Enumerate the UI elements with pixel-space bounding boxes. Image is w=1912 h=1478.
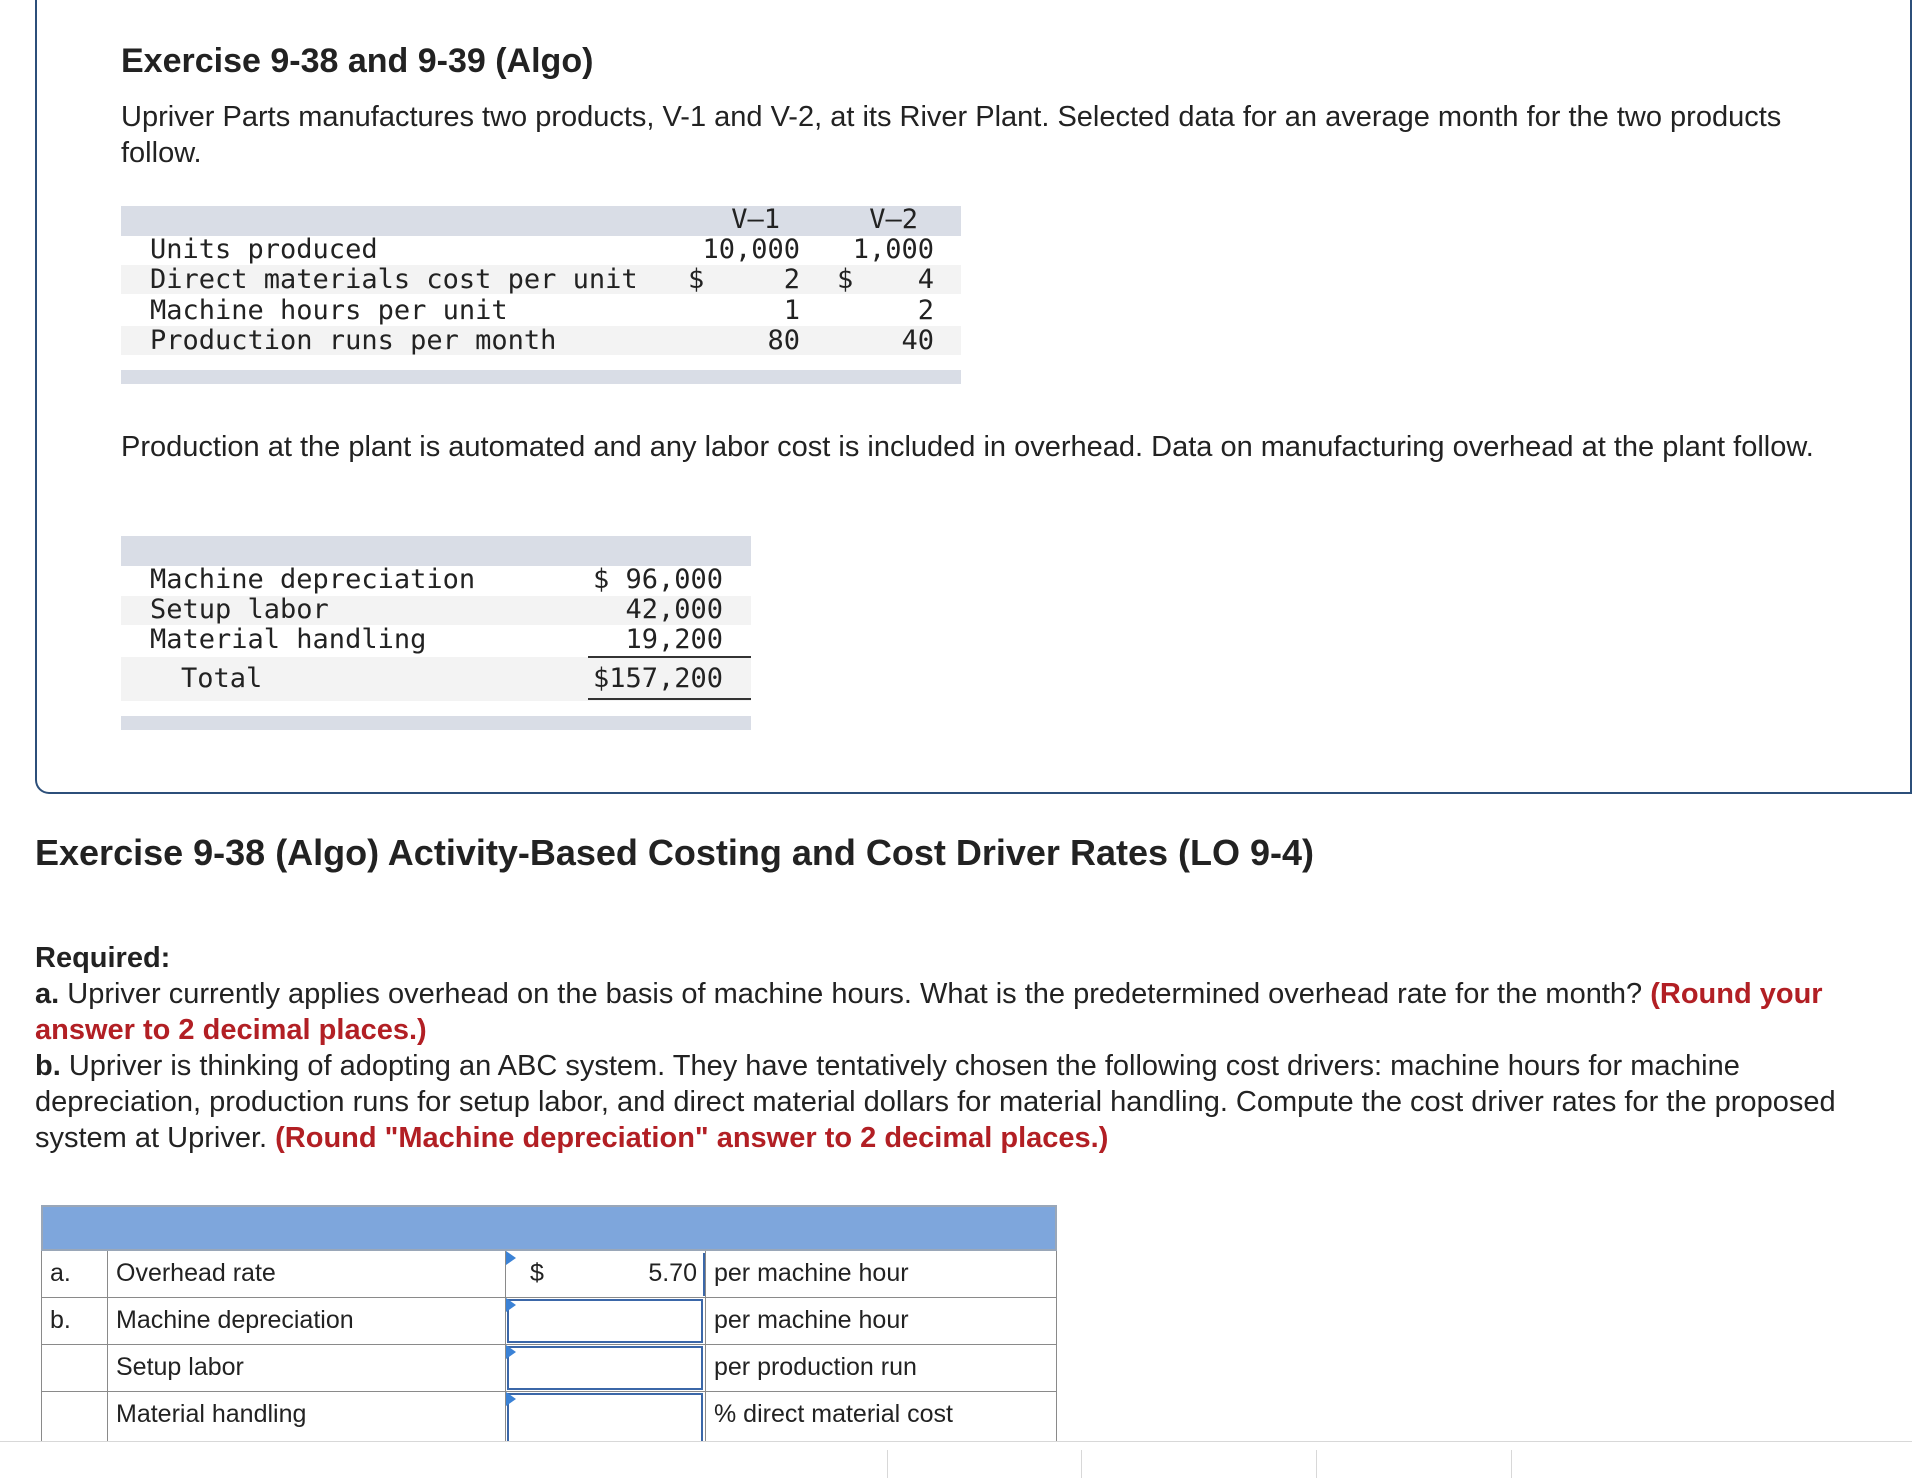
- oh-value-handling: 19,200: [625, 624, 723, 655]
- dm-v1: 2: [783, 264, 800, 295]
- footer-tick: [1316, 1450, 1317, 1478]
- footer-divider: [0, 1441, 1912, 1442]
- answer-row-d-unit: % direct material cost: [705, 1392, 1057, 1441]
- footer-tick: [1511, 1450, 1512, 1478]
- oh-label-handling: Material handling: [150, 624, 427, 655]
- row-label-runs: Production runs per month: [150, 325, 557, 356]
- material-handling-input[interactable]: [507, 1393, 703, 1441]
- required-b-label: b.: [35, 1050, 61, 1082]
- row-label-units: Units produced: [150, 234, 378, 265]
- overhead-rate-input[interactable]: 5.70: [548, 1253, 705, 1296]
- answer-row-b-unit: per machine hour: [705, 1298, 1057, 1345]
- total-rule: [588, 698, 751, 700]
- footer-tick: [887, 1450, 888, 1478]
- intro-title: Exercise 9-38 and 9-39 (Algo): [121, 42, 594, 80]
- machine-depreciation-input[interactable]: [507, 1299, 703, 1343]
- row-label-dm-cost: Direct materials cost per unit: [150, 264, 638, 295]
- required-b-note: (Round "Machine depreciation" answer to 2 decimal places.): [275, 1122, 1109, 1154]
- oh-value-setup: 42,000: [625, 594, 723, 625]
- mh-v1: 1: [783, 295, 800, 326]
- answer-row-c-unit: per production run: [705, 1345, 1057, 1392]
- subtotal-rule: [588, 656, 751, 658]
- required-b: [35, 1048, 1895, 1156]
- answer-row-a-flag-icon: [506, 1251, 516, 1265]
- answer-row-a-currency: $: [530, 1259, 544, 1287]
- units-v2: 1,000: [852, 234, 934, 265]
- oh-label-total: Total: [181, 663, 263, 694]
- answer-row-a-part: a.: [41, 1251, 107, 1298]
- answer-row-d-item: Material handling: [107, 1392, 505, 1441]
- required-a-label: a.: [35, 978, 60, 1010]
- answer-row-b-part: b.: [41, 1298, 107, 1345]
- oh-label-setup: Setup labor: [150, 594, 329, 625]
- answer-row-c-flag-icon: [506, 1345, 516, 1359]
- setup-labor-input[interactable]: [507, 1346, 703, 1390]
- runs-v2: 40: [901, 325, 934, 356]
- col-header-v2: V–2: [869, 204, 918, 235]
- dm-v2-sign: $: [837, 264, 854, 295]
- answer-row-b-item: Machine depreciation: [107, 1298, 505, 1345]
- required-a-text: Upriver currently applies overhead on the basis of machine hours. What is the predetermined overhead rate for the month?: [67, 978, 1643, 1010]
- answer-row-d-flag-icon: [506, 1392, 516, 1406]
- mh-v2: 2: [917, 295, 934, 326]
- required-a: [35, 976, 1895, 1048]
- required-b-text: Upriver is thinking of adopting an ABC system. They have tentatively chosen the following cost drivers: machine hours for machine depreciation, production runs for setup labor, and direct material dollars for material handling. Compute the cost driver rates for the proposed system at Upriver.: [35, 1050, 1836, 1154]
- required-a-note: (Round your answer to 2 decimal places.): [35, 978, 1823, 1046]
- units-v1: 10,000: [702, 234, 800, 265]
- dm-v1-sign: $: [688, 264, 705, 295]
- required-label: Required:: [35, 942, 171, 974]
- oh-label-depreciation: Machine depreciation: [150, 564, 476, 595]
- answer-row-c-part: [41, 1345, 107, 1392]
- answer-row-a-item: Overhead rate: [107, 1251, 505, 1298]
- oh-value-total: $157,200: [592, 663, 723, 694]
- exercise-heading: Exercise 9-38 (Algo) Activity-Based Costing and Cost Driver Rates (LO 9-4): [35, 832, 1315, 873]
- col-header-v1: V–1: [731, 204, 780, 235]
- answer-row-b-flag-icon: [506, 1298, 516, 1312]
- footer-tick: [1081, 1450, 1082, 1478]
- intro-paragraph-2: Production at the plant is automated and any labor cost is included in overhead. Data on manufacturing overhead at the plant follow.: [121, 431, 1814, 463]
- answer-table-header: [41, 1205, 1057, 1251]
- row-label-mh: Machine hours per unit: [150, 295, 508, 326]
- required-section: [35, 940, 1895, 1156]
- answer-row-d-part: [41, 1392, 107, 1441]
- answer-row-c-item: Setup labor: [107, 1345, 505, 1392]
- runs-v1: 80: [767, 325, 800, 356]
- intro-paragraph-1: Upriver Parts manufactures two products, V-1 and V-2, at its River Plant. Selected data for an average month for the two products follow.: [121, 101, 1782, 169]
- dm-v2: 4: [917, 264, 934, 295]
- oh-value-depreciation: $ 96,000: [592, 564, 723, 595]
- answer-row-a-unit: per machine hour: [705, 1251, 1057, 1298]
